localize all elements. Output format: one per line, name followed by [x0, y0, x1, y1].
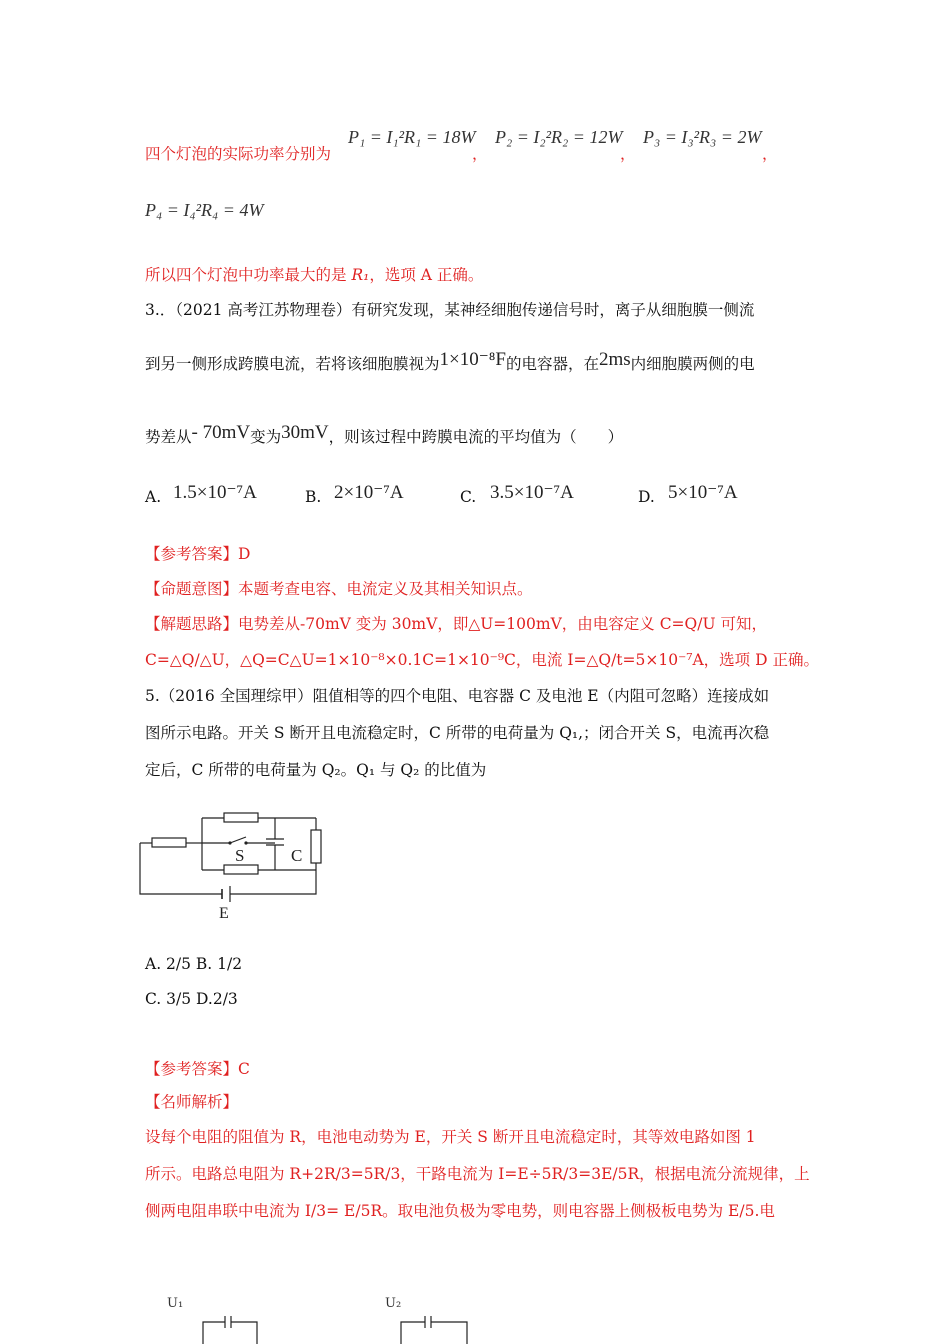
conclusion-r1: R₁ — [351, 266, 370, 284]
q3-line3 — [145, 422, 624, 448]
q3-line3-b: 变为 — [250, 428, 282, 446]
q3-line2 — [145, 349, 755, 375]
fig2-label: U₂ — [385, 1296, 402, 1311]
q3-option-b-value: 2×10⁻⁷A — [334, 482, 404, 503]
q3-intent: 【命题意图】本题考查电容、电流定义及其相关知识点。 — [145, 580, 533, 598]
conclusion-prefix: 所以四个灯泡中功率最大的是 — [145, 266, 352, 284]
comma-2: ， — [620, 145, 636, 163]
q5-analysis2: 所示。电路总电阻为 R+2R/3=5R/3，干路电流为 I=E÷5R/3=3E/5R，根据电流分流规律，上 — [145, 1165, 810, 1183]
circuit-diagram — [130, 810, 340, 925]
switch-label: S — [235, 846, 245, 865]
q3-option-c-label: C. — [460, 488, 477, 506]
fig2-circuit — [393, 1312, 473, 1344]
conclusion — [145, 263, 483, 285]
q3-v-from: - 70mV — [191, 422, 251, 443]
q3-option-a-label: A. — [145, 488, 162, 506]
formula-p2: P₂ = I₂²R₂ = 12W — [495, 127, 623, 147]
q3-line2-b: 的电容器，在 — [505, 355, 599, 373]
q5-answer: 【参考答案】C — [145, 1060, 250, 1078]
conclusion-suffix: ，选项 A 正确。 — [369, 266, 484, 284]
q3-option-a-value: 1.5×10⁻⁷A — [173, 482, 257, 503]
formula-p3: P₃ = I₃²R₃ = 2W — [643, 127, 762, 147]
q5-line3: 定后，C 所带的电荷量为 Q₂。Q₁ 与 Q₂ 的比值为 — [145, 761, 487, 779]
q3-line1: 3.．（2021 高考江苏物理卷）有研究发现，某神经细胞传递信号时，离子从细胞膜一侧流 — [145, 301, 755, 319]
q5-options-row1: A. 2/5 B. 1/2 — [145, 955, 243, 973]
formula-p1: P₁ = I₁²R₁ = 18W — [348, 127, 476, 147]
q5-analysis1: 设每个电阻的阻值为 R，电池电动势为 E，开关 S 断开且电流稳定时，其等效电路如图 1 — [145, 1128, 756, 1146]
q5-line1: 5.（2016 全国理综甲）阻值相等的四个电阻、电容器 C 及电池 E（内阻可忽略）连接成如 — [145, 687, 770, 705]
fig1-label: U₁ — [167, 1296, 184, 1311]
q3-option-d-label: D. — [638, 488, 655, 506]
q5-line2: 图所示电路。开关 S 断开且电流稳定时，C 所带的电荷量为 Q₁,；闭合开关 S，电流再次稳 — [145, 724, 770, 742]
q3-solution1: 【解题思路】电势差从-70mV 变为 30mV，即△U=100mV，由电容定义 C=Q/U 可知， — [145, 615, 767, 633]
comma-3: ， — [762, 145, 778, 163]
q5-analysis3: 侧两电阻串联中电流为 I/3= E/5R。取电池负极为零电势，则电容器上侧极板电势为 E/5.电 — [145, 1202, 775, 1220]
q3-option-c-value: 3.5×10⁻⁷A — [490, 482, 574, 503]
q3-solution2: C=△Q/△U，△Q=C△U=1×10⁻⁸×0.1C=1×10⁻⁹C，电流 I=△Q/t=5×10⁻⁷A，选项 D 正确。 — [145, 651, 819, 669]
formula-p4: P₄ = I₄²R₄ = 4W — [145, 200, 264, 220]
q3-line3-a: 势差从 — [145, 428, 192, 446]
capacitor-label: C — [291, 846, 303, 865]
q3-line2-a: 到另一侧形成跨膜电流，若将该细胞膜视为 — [145, 355, 440, 373]
q3-option-d-value: 5×10⁻⁷A — [668, 482, 738, 503]
fig1-circuit — [195, 1312, 265, 1344]
q3-line2-c: 内细胞膜两侧的电 — [630, 355, 755, 373]
q3-option-b-label: B. — [305, 488, 322, 506]
q5-analysis-title: 【名师解析】 — [145, 1093, 239, 1111]
q3-v-to: 30mV — [281, 422, 329, 443]
power-intro: 四个灯泡的实际功率分别为 — [145, 145, 332, 163]
q3-line3-c: ，则该过程中跨膜电流的平均值为（ ） — [328, 428, 624, 446]
q5-options-row2: C. 3/5 D.2/3 — [145, 990, 238, 1008]
q3-capacitance: 1×10⁻⁸F — [439, 349, 506, 370]
comma-1: ， — [472, 145, 488, 163]
battery-label: E — [219, 905, 229, 922]
q3-answer: 【参考答案】D — [145, 545, 251, 563]
q3-time: 2ms — [598, 349, 631, 370]
